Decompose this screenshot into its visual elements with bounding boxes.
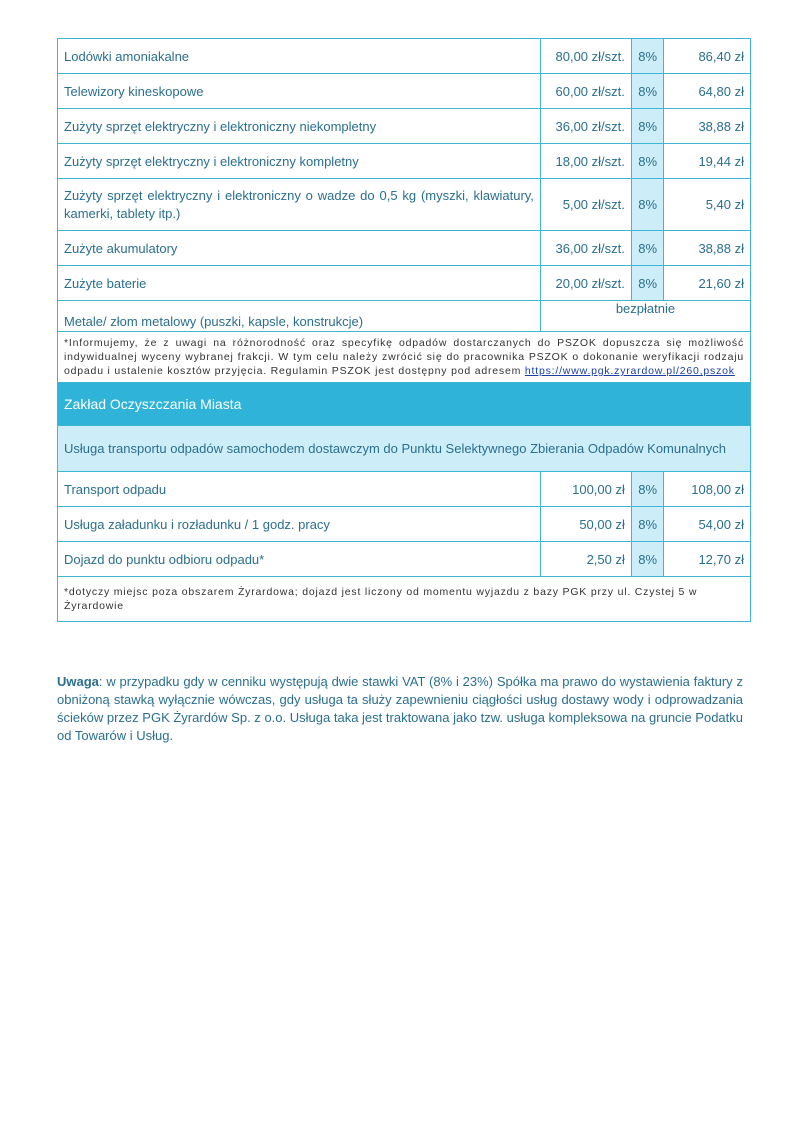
table-row [58, 144, 751, 179]
vat-rate: 8% [631, 231, 663, 266]
item-name: Transport odpadu [58, 472, 541, 507]
table-row [58, 542, 751, 577]
remark-label: Uwaga [57, 674, 99, 689]
table-row [58, 39, 751, 74]
gross-price: 38,88 zł [664, 109, 751, 144]
section-subtitle: Usługa transportu odpadów samochodem dostawczym do Punktu Selektywnego Zbierania Odpadów Komunalnych [58, 426, 751, 472]
vat-rate: 8% [631, 144, 663, 179]
pszok-note-text: *Informujemy, że z uwagi na różnorodność oraz specyfikę odpadów dostarczanych do PSZOK dopuszcza się możliwość indywidualnej wyceny wybranej frakcji. W tym celu należy zwrócić się do pracownika PSZOK o dokonanie weryfikacji rodzaju odpadu i ustalenie kosztów przyjęcia. Regulamin PSZOK jest dostępny pod adresem [64, 337, 744, 377]
net-price: 50,00 zł [540, 507, 631, 542]
net-price: 100,00 zł [540, 472, 631, 507]
table-row [58, 301, 751, 332]
price-table [57, 38, 751, 622]
item-name: Zużyte akumulatory [58, 231, 541, 266]
table-row [58, 231, 751, 266]
vat-rate: 8% [631, 542, 663, 577]
vat-rate: 8% [631, 507, 663, 542]
net-price: 36,00 zł/szt. [540, 109, 631, 144]
gross-price: 21,60 zł [664, 266, 751, 301]
table-row [58, 266, 751, 301]
transport-note-row [58, 577, 751, 622]
vat-rate: 8% [631, 266, 663, 301]
free-price: bezpłatnie [540, 301, 750, 332]
table-row [58, 472, 751, 507]
table-row [58, 74, 751, 109]
net-price: 60,00 zł/szt. [540, 74, 631, 109]
vat-remark [57, 673, 743, 745]
section-header-row [58, 383, 751, 426]
item-name: Zużyty sprzęt elektryczny i elektroniczny niekompletny [58, 109, 541, 144]
item-name: Dojazd do punktu odbioru odpadu* [58, 542, 541, 577]
transport-note: *dotyczy miejsc poza obszarem Żyrardowa; dojazd jest liczony od momentu wyjazdu z bazy PGK przy ul. Czystej 5 w Żyrardowie [58, 577, 751, 622]
item-name: Zużyty sprzęt elektryczny i elektroniczny o wadze do 0,5 kg (myszki, klawiatury, kamerki, tablety itp.) [58, 179, 541, 231]
gross-price: 5,40 zł [664, 179, 751, 231]
pszok-note-row [58, 332, 751, 383]
item-name: Lodówki amoniakalne [58, 39, 541, 74]
table-row [58, 507, 751, 542]
gross-price: 86,40 zł [664, 39, 751, 74]
gross-price: 38,88 zł [664, 231, 751, 266]
net-price: 5,00 zł/szt. [540, 179, 631, 231]
section-subtitle-row [58, 426, 751, 472]
gross-price: 54,00 zł [664, 507, 751, 542]
section-title: Zakład Oczyszczania Miasta [58, 383, 751, 426]
net-price: 80,00 zł/szt. [540, 39, 631, 74]
table-row [58, 179, 751, 231]
vat-rate: 8% [631, 472, 663, 507]
gross-price: 12,70 zł [664, 542, 751, 577]
table-row [58, 109, 751, 144]
pszok-link[interactable]: https://www.pgk.zyrardow.pl/260,pszok [524, 365, 735, 377]
vat-rate: 8% [631, 179, 663, 231]
item-name: Zużyty sprzęt elektryczny i elektroniczny kompletny [58, 144, 541, 179]
vat-rate: 8% [631, 74, 663, 109]
gross-price: 108,00 zł [664, 472, 751, 507]
item-name: Usługa załadunku i rozładunku / 1 godz. pracy [58, 507, 541, 542]
gross-price: 64,80 zł [664, 74, 751, 109]
pszok-note [58, 332, 751, 383]
net-price: 2,50 zł [540, 542, 631, 577]
net-price: 20,00 zł/szt. [540, 266, 631, 301]
item-name: Metale/ złom metalowy (puszki, kapsle, konstrukcje) [58, 301, 541, 332]
item-name: Telewizory kineskopowe [58, 74, 541, 109]
remark-text: : w przypadku gdy w cenniku występują dwie stawki VAT (8% i 23%) Spółka ma prawo do wystawienia faktury z obniżoną stawką wyłącznie wówczas, gdy usługa ta służy zapewnieniu ciągłości usług dostawy wody i odprowadzania ścieków przez PGK Żyrardów Sp. z o.o. Usługa taka jest traktowana jako tzw. usługa kompleksowa na gruncie Podatku od Towarów i Usług. [57, 674, 743, 743]
net-price: 18,00 zł/szt. [540, 144, 631, 179]
vat-rate: 8% [631, 109, 663, 144]
item-name: Zużyte baterie [58, 266, 541, 301]
net-price: 36,00 zł/szt. [540, 231, 631, 266]
gross-price: 19,44 zł [664, 144, 751, 179]
vat-rate: 8% [631, 39, 663, 74]
